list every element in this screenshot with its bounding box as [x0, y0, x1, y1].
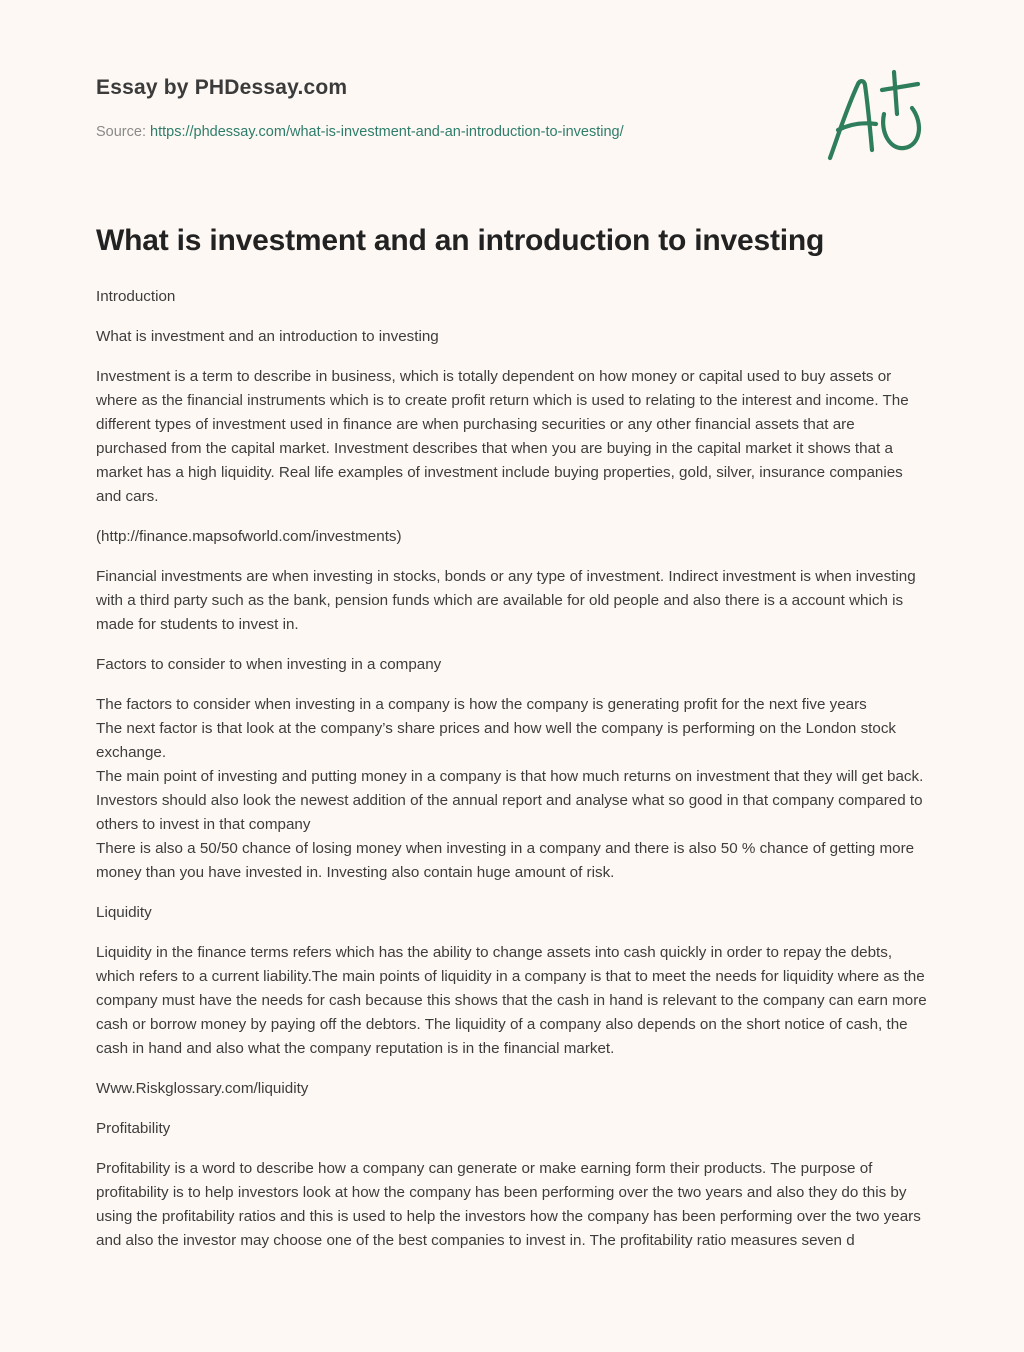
essay-paragraph: Investment is a term to describe in business, which is totally dependent on how money or capital used to buy assets or where as the financial instruments which is to create profit return which is used to relating to the interest and income. The different types of investment used in finance are when purchasing securities or any other financial assets that are purchased from the capital market. Investment describes that when you are buying in the capital market it shows that a market has a high liquidity. Real life examples of investment include buying properties, gold, silver, insurance companies and cars. [96, 368, 909, 505]
source-link[interactable]: https://phdessay.com/what-is-investment-and-an-introduction-to-investing/ [150, 124, 624, 140]
essay-paragraph: Introduction [96, 288, 176, 305]
essay-paragraph: Profitability [96, 1120, 171, 1137]
essay-paragraph: Financial investments are when investing in stocks, bonds or any type of investment. Indirect investment is when investing with a third party such as the bank, pension funds which are available for old people and also there is a account which is made for students to invest in. [96, 568, 916, 633]
essay-paragraph: Liquidity in the finance terms refers which has the ability to change assets into cash quickly in order to repay the debts, which refers to a current liability.The main points of liquidity in a company is that to meet the needs for liquidity where as the company must have the needs for cash because this shows that the cash in hand is relevant to the company can earn more cash or borrow money by paying off the debtors. The liquidity of a company also depends on the short notice of cash, the cash in hand and also what the company reputation is in the financial market. [96, 944, 927, 1057]
source-line [96, 124, 624, 140]
essay-paragraph: (http://finance.mapsofworld.com/investments) [96, 528, 402, 545]
essay-body [96, 285, 928, 1269]
essay-paragraph: Profitability is a word to describe how a company can generate or make earning form their products. The purpose of profitability is to help investors look at how the company has been performing over the two years and also they do this by using the profitability ratios and this is used to help the investors how the company has been performing over the two years and also the investor may choose one of the best companies to invest in. The profitability ratio measures seven d [96, 1160, 921, 1249]
source-label: Source: [96, 124, 146, 140]
essay-title: What is investment and an introduction to investing [96, 224, 825, 257]
a-plus-logo-icon [824, 66, 928, 166]
essay-paragraph: Factors to consider to when investing in a company [96, 656, 442, 673]
site-brand[interactable]: Essay by PHDessay.com [96, 76, 348, 99]
essay-paragraph: The factors to consider when investing in a company is how the company is generating profit for the next five years The next factor is that look at the company’s share prices and how well the company is performing on the London stock exchange. The main point of investing and putting money in a company is that how much returns on investment that they will get back. Investors should also look the newest addition of the annual report and analyse what so good in that company compared to others to invest in that company There is also a 50/50 chance of losing money when investing in a company and there is also 50 % chance of getting more money than you have invested in. Investing also contain huge amount of risk. [96, 696, 924, 881]
essay-paragraph: Liquidity [96, 904, 152, 921]
essay-paragraph: What is investment and an introduction to investing [96, 328, 439, 345]
essay-paragraph: Www.Riskglossary.com/liquidity [96, 1080, 309, 1097]
